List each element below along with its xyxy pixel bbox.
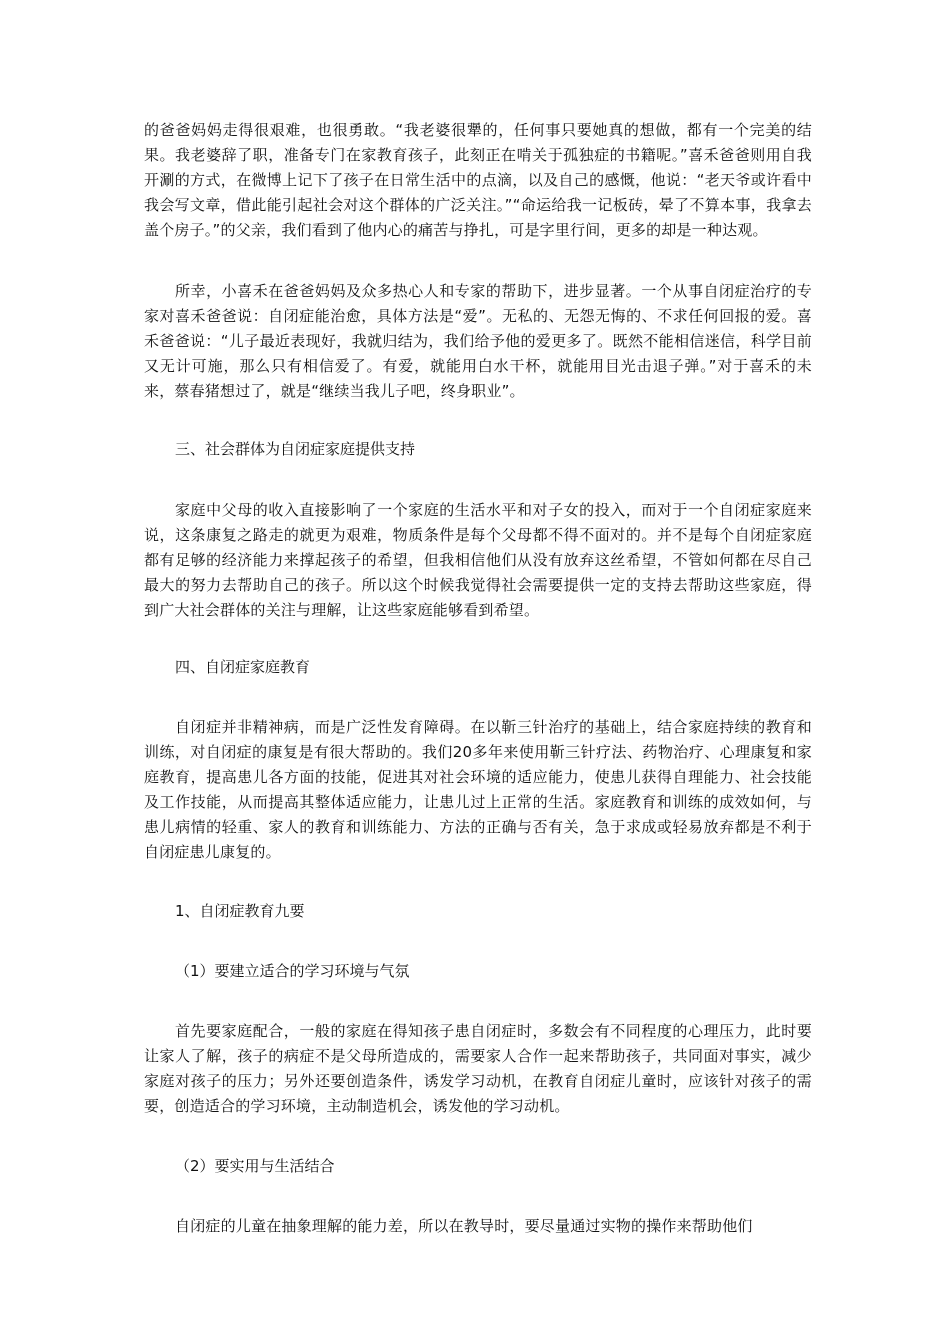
subsection-heading-1: 1、自闭症教育九要: [175, 902, 305, 920]
item-heading-2: （2）要实用与生活结合: [175, 1157, 335, 1175]
paragraph-1: 的爸爸妈妈走得很艰难，也很勇敢。“我老婆很犟的，任何事只要她真的想做，都有一个完美的结果。我老婆辞了职，准备专门在家教育孩子，此刻正在啃关于孤独症的书籍呢。”喜禾爸爸则用自我开涮的方式，在微博上记下了孩子在日常生活中的点滴，以及自己的感慨，他说：“老天爷或许看中我会写文章，借此能引起社会对这个群体的广泛关注。”“命运给我一记板砖，晕了不算本事，我拿去盖个房子。”的父亲，我们看到了他内心的痛苦与挣扎，可是字里行间，更多的却是一种达观。: [144, 121, 812, 239]
paragraph-5: 首先要家庭配合，一般的家庭在得知孩子患自闭症时，多数会有不同程度的心理压力，此时要让家人了解，孩子的病症不是父母所造成的，需要家人合作一起来帮助孩子，共同面对事实，减少家庭对孩子的压力；另外还要创造条件，诱发学习动机，在教育自闭症儿童时，应该针对孩子的需要，创造适合的学习环境，主动制造机会，诱发他的学习动机。: [144, 1022, 812, 1115]
paragraph-3: 家庭中父母的收入直接影响了一个家庭的生活水平和对子女的投入，而对于一个自闭症家庭来说，这条康复之路走的就更为艰难，物质条件是每个父母都不得不面对的。并不是每个自闭症家庭都有足够的经济能力来撑起孩子的希望，但我相信他们从没有放弃这丝希望，不管如何都在尽自己最大的努力去帮助自己的孩子。所以这个时候我觉得社会需要提供一定的支持去帮助这些家庭，得到广大社会群体的关注与理解，让这些家庭能够看到希望。: [144, 501, 812, 619]
paragraph-6: 自闭症的儿童在抽象理解的能力差，所以在教导时，要尽量通过实物的操作来帮助他们: [175, 1217, 753, 1235]
paragraph-2: 所幸，小喜禾在爸爸妈妈及众多热心人和专家的帮助下，进步显著。一个从事自闭症治疗的专家对喜禾爸爸说：自闭症能治愈，具体方法是“爱”。无私的、无怨无悔的、不求任何回报的爱。喜禾爸爸说：“儿子最近表现好，我就归结为，我们给予他的爱更多了。既然不能相信迷信，科学目前又无计可施，那么只有相信爱了。有爱，就能用白水干杯，就能用目光击退子弹。”对于喜禾的未来，蔡春猪想过了，就是“继续当我儿子吧，终身职业”。: [144, 282, 812, 400]
paragraph-4: 自闭症并非精神病，而是广泛性发育障碍。在以靳三针治疗的基础上，结合家庭持续的教育和训练，对自闭症的康复是有很大帮助的。我们20多年来使用靳三针疗法、药物治疗、心理康复和家庭教育，提高患儿各方面的技能，促进其对社会环境的适应能力，使患儿获得自理能力、社会技能及工作技能，从而提高其整体适应能力，让患儿过上正常的生活。家庭教育和训练的成效如何，与患儿病情的轻重、家人的教育和训练能力、方法的正确与否有关，急于求成或轻易放弃都是不利于自闭症患儿康复的。: [144, 718, 812, 861]
section-heading-3: 三、社会群体为自闭症家庭提供支持: [175, 440, 416, 458]
section-heading-4: 四、自闭症家庭教育: [175, 658, 311, 676]
document-page: [144, 118, 812, 1239]
item-heading-1: （1）要建立适合的学习环境与气氛: [175, 962, 410, 980]
